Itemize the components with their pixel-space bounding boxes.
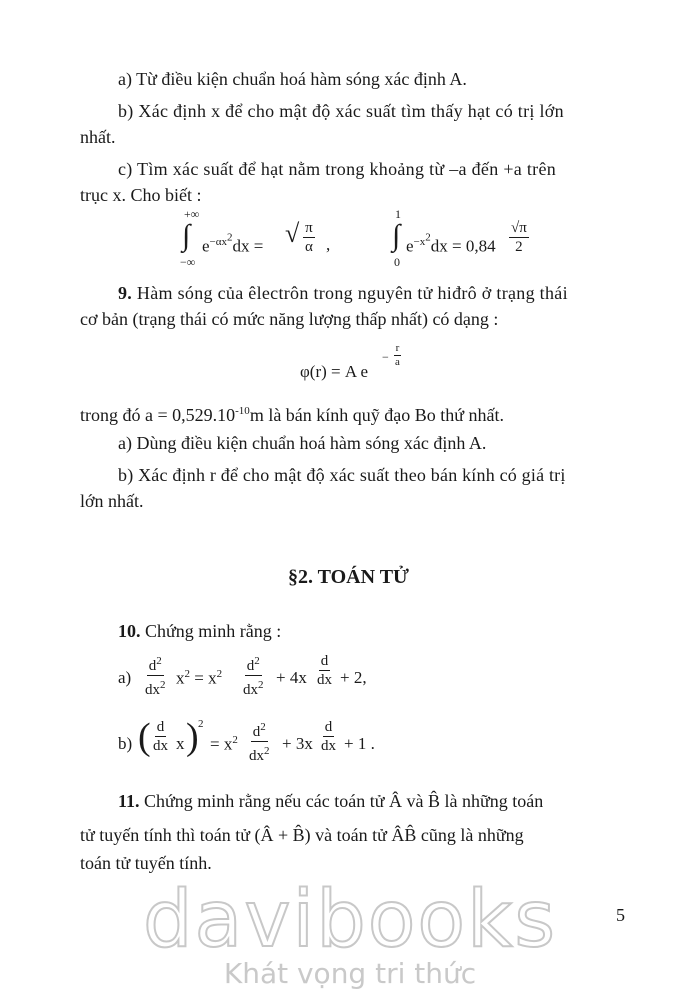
operator-B: B̂ [427, 791, 440, 811]
text-part: cũng là những [420, 825, 524, 845]
wavefunction-formula: φ(r) = A e − $\frac{r}{a}$ [300, 342, 400, 381]
text-part: m là bán kính quỹ đạo Bo thứ nhất. [249, 405, 505, 425]
text-line: Hàm sóng của êlectrôn trong nguyên tử hiđrô ở trạng thái [132, 283, 568, 303]
text-part: Chứng minh rằng nếu các toán tử [139, 791, 385, 811]
text-line: a) Từ điều kiện chuẩn hoá hàm sóng xác định A. [118, 69, 467, 89]
operator-A: Â [388, 791, 402, 811]
text-part: là những toán [444, 791, 544, 811]
text-line: toán tử tuyến tính. [80, 853, 212, 873]
text-line [80, 398, 504, 428]
problem-9-line [118, 280, 568, 306]
operator-sum: Â + B̂ [260, 825, 305, 845]
watermark-brand: davibooks [143, 875, 557, 965]
problem-number: 9. [118, 283, 133, 303]
watermark-tagline: Khát vọng tri thức [223, 957, 477, 990]
text-line: lớn nhất. [80, 491, 144, 511]
text-line: cơ bản (trạng thái có mức năng lượng thấp nhất) có dạng : [80, 309, 499, 329]
text-line: b) Xác định r để cho mật độ xác suất theo bán kính có giá trị [118, 465, 566, 485]
operator-product: ÂB̂ [391, 825, 417, 845]
page-number: 5 [616, 905, 625, 925]
text-line: Chứng minh rằng : [140, 621, 282, 641]
problem-number: 10. [118, 621, 141, 641]
text-line: trục x. Cho biết : [80, 185, 202, 205]
problem-number: 11. [118, 791, 140, 811]
integral-formulas: +∞ ∫ −∞ $e^{-\alpha x^2}dx$ = √ $\frac{\pi}{\alpha}$ , 1 ∫ 0 $e^{-x^2}dx = 0,84$ $\frac{√\pi}{2}$ [180, 207, 527, 269]
text-line [80, 822, 524, 848]
text-part: tử tuyến tính thì toán tử ( [80, 825, 261, 845]
exponent: -10 [235, 405, 250, 417]
identity-b: b) ( $\frac{d}{dx}$ x ) 2 = $x^2$ $\frac{d^2}{dx^2}$ + 3x $\frac{d}{dx}$ + 1 . [118, 716, 375, 764]
text-line: b) Xác định x để cho mật độ xác suất tìm thấy hạt có trị lớn [118, 101, 564, 121]
text-line: a) Dùng điều kiện chuẩn hoá hàm sóng xác định A. [118, 433, 487, 453]
section-heading: §2. TOÁN TỬ [288, 566, 409, 588]
problem-10-line [118, 618, 281, 644]
text-part: và [406, 791, 424, 811]
text-part: trong đó a = 0,529.10 [80, 405, 236, 425]
text-line: nhất. [80, 127, 116, 147]
text-part: ) và toán tử [304, 825, 387, 845]
problem-11-line [118, 788, 543, 814]
identity-a: a) $\frac{d^2}{dx^2}$ $x^2 = x^2$ $\frac{d^2}{dx^2}$ + 4x $\frac{d}{dx}$ + 2, [118, 653, 367, 698]
text-line: c) Tìm xác suất để hạt nằm trong khoảng từ –a đến +a trên [118, 159, 557, 179]
